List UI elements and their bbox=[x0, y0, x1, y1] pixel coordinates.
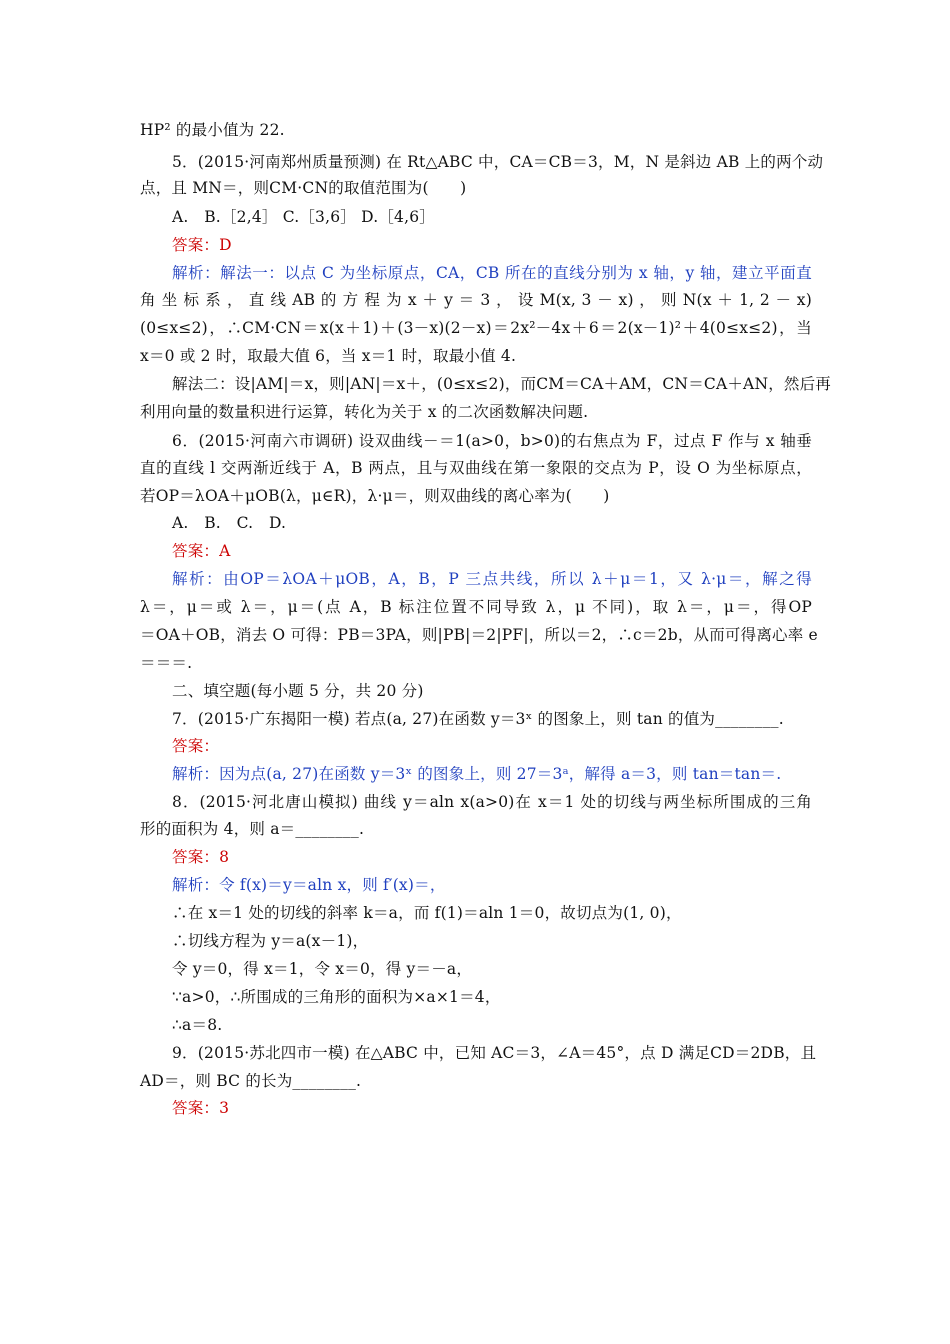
text-line: AD＝，则 BC 的长为________. bbox=[140, 1072, 362, 1090]
explanation-line: 解析：由OP＝λOA＋μOB，A，B，P 三点共线，所以 λ＋μ＝1，又 λ·μ＝，解之得 bbox=[172, 570, 812, 588]
section-heading: 二、填空题(每小题 5 分，共 20 分) bbox=[172, 682, 424, 700]
text-line: ∴切线方程为 y＝a(x－1)， bbox=[172, 932, 369, 950]
question-9-line: 9．(2015·苏北四市一模) 在△ABC 中，已知 AC＝3，∠A＝45°，点 D 满足CD＝2DB，且 bbox=[172, 1044, 817, 1062]
text-line: 利用向量的数量积进行运算，转化为关于 x 的二次函数解决问题. bbox=[140, 403, 589, 421]
explanation-line: 解析：解法一：以点 C 为坐标原点，CA，CB 所在的直线分别为 x 轴，y 轴，建立平面直 bbox=[172, 264, 812, 282]
text-line: 解法二：设|AM|＝x，则|AN|＝x＋，(0≤x≤2)，而CM＝CA＋AM，CN＝CA＋AN，然后再 bbox=[172, 375, 832, 393]
text-line: 形的面积为 4，则 a＝________. bbox=[140, 820, 365, 838]
text-line: λ＝，μ＝或 λ＝，μ＝(点 A，B 标注位置不同导致 λ，μ 不同)，取 λ＝，μ＝，得OP bbox=[140, 598, 812, 616]
text-line: (0≤x≤2)，∴CM·CN＝x(x＋1)＋(3－x)(2－x)＝2x²－4x＋6＝2(x－1)²＋4(0≤x≤2)，当 bbox=[140, 319, 812, 337]
text-line: 直的直线 l 交两渐近线于 A，B 两点，且与双曲线在第一象限的交点为 P，设 O 为坐标原点， bbox=[140, 459, 812, 477]
text-line: 若OP＝λOA＋μOB(λ，μ∈R)，λ·μ＝，则双曲线的离心率为( ) bbox=[140, 487, 610, 505]
text-line: x＝0 或 2 时，取最大值 6，当 x＝1 时，取最小值 4. bbox=[140, 347, 517, 365]
text-line: 令 y＝0，得 x＝1，令 x＝0，得 y＝－a， bbox=[172, 960, 473, 978]
options-line: A. B.［2,4］ C.［3,6］ D.［4,6］ bbox=[172, 208, 435, 226]
text-line: ∵a>0，∴所围成的三角形的面积为×a×1＝4， bbox=[172, 988, 501, 1006]
text-line: ∴在 x＝1 处的切线的斜率 k＝a，而 f(1)＝aln 1＝0，故切点为(1, 0)， bbox=[172, 904, 682, 922]
answer-line: 答案：A bbox=[172, 542, 231, 560]
question-5-line: 5．(2015·河南郑州质量预测) 在 Rt△ABC 中，CA＝CB＝3，M，N 是斜边 AB 上的两个动 bbox=[172, 153, 824, 171]
answer-line: 答案：3 bbox=[172, 1099, 230, 1117]
text-line: ＝＝＝. bbox=[140, 654, 193, 672]
text-line: ＝OA＋OB，消去 O 可得：PB＝3PA，则|PB|＝2|PF|，所以＝2，∴c＝2b，从而可得离心率 e bbox=[140, 626, 818, 644]
explanation-line: 解析：令 f(x)＝y＝aln x，则 f′(x)＝， bbox=[172, 876, 446, 894]
text-line: ∴a＝8. bbox=[172, 1016, 223, 1034]
answer-line: 答案： bbox=[172, 737, 220, 755]
options-line: A. B. C. D. bbox=[172, 514, 287, 532]
text-line: 角 坐 标 系 ， 直 线 AB 的 方 程 为 x ＋ y ＝ 3 ， 设 M(x, 3 － x) ， 则 N(x ＋ 1, 2 － x) bbox=[140, 291, 812, 309]
question-7-line: 7．(2015·广东揭阳一模) 若点(a, 27)在函数 y＝3ˣ 的图象上，则 tan 的值为________. bbox=[172, 710, 784, 728]
question-8-line: 8．(2015·河北唐山模拟) 曲线 y＝aln x(a>0)在 x＝1 处的切线与两坐标所围成的三角 bbox=[172, 793, 812, 811]
answer-line: 答案：8 bbox=[172, 848, 230, 866]
answer-line: 答案：D bbox=[172, 236, 232, 254]
text-line: HP² 的最小值为 22. bbox=[140, 121, 285, 139]
question-6-line: 6．(2015·河南六市调研) 设双曲线－＝1(a>0，b>0)的右焦点为 F，过点 F 作与 x 轴垂 bbox=[172, 432, 812, 450]
text-line: 点，且 MN＝，则CM·CN的取值范围为( ) bbox=[140, 179, 467, 197]
explanation-line: 解析：因为点(a, 27)在函数 y＝3ˣ 的图象上，则 27＝3ᵃ，解得 a＝3，则 tan＝tan＝. bbox=[172, 765, 782, 783]
